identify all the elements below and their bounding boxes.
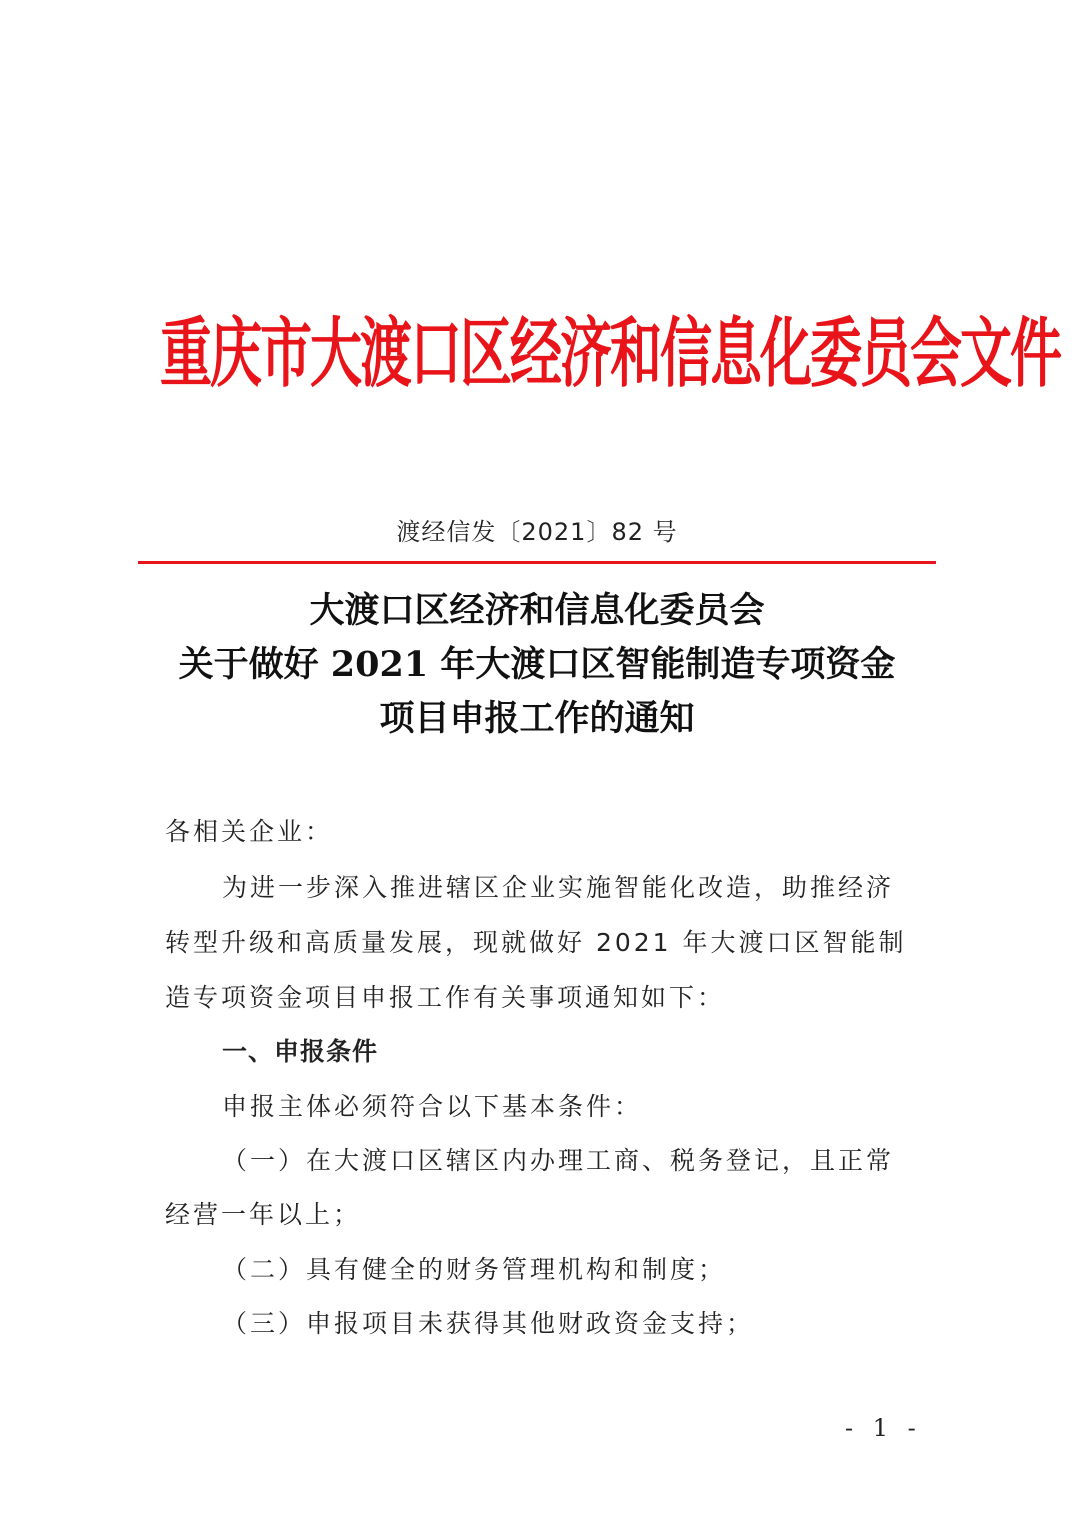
intro-line-2: 转型升级和高质量发展，现就做好 2021 年大渡口区智能制 [165,928,907,957]
intro-line-1: 为进一步深入推进辖区企业实施智能化改造，助推经济 [222,873,895,902]
document-title [0,584,1074,746]
title-line-3: 项目申报工作的通知 [379,698,695,739]
condition-2: （二）具有健全的财务管理机构和制度； [222,1255,727,1284]
page-number: - 1 - [845,1414,922,1442]
title-line-1: 大渡口区经济和信息化委员会 [309,590,765,631]
condition-1-line-1: （一）在大渡口区辖区内办理工商、税务登记，且正常 [222,1146,895,1175]
red-divider-rule [138,561,936,564]
condition-3: （三）申报项目未获得其他财政资金支持； [222,1309,755,1338]
title-line-2: 关于做好 2021 年大渡口区智能制造专项资金 [178,644,896,685]
intro-line-3: 造专项资金项目申报工作有关事项通知如下： [165,983,726,1012]
section-lead: 申报主体必须符合以下基本条件： [222,1092,643,1121]
salutation: 各相关企业： [165,817,334,846]
condition-1-line-2: 经营一年以上； [165,1200,362,1229]
section-heading-conditions: 一、申报条件 [222,1037,379,1066]
issuer-banner: 重庆市大渡口区经济和信息化委员会文件 [160,311,1061,399]
document-number: 渡经信发〔2021〕82 号 [396,518,678,546]
